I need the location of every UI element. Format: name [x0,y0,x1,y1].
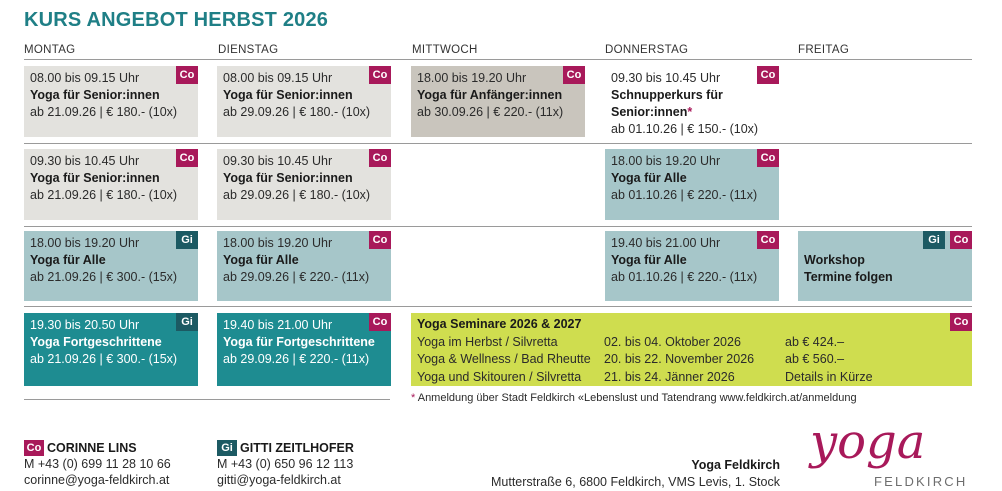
seminar-title: Yoga Seminare 2026 & 2027 [417,317,582,331]
course-info: ab 30.09.26 | € 220.- (11x) [417,105,564,119]
trainer-badge-co: Co [757,231,779,249]
asterisk-mark: * [411,392,416,404]
divider-row1 [24,143,972,144]
course-info: ab 29.09.26 | € 220.- (11x) [223,270,370,284]
course-name-line1: Schnupperkurs für [611,88,723,102]
seminar-date: 21. bis 24. Jänner 2026 [604,369,735,384]
course-time: 08.00 bis 09.15 Uhr [30,71,140,85]
trainer-badge-co: Co [950,231,972,249]
contact-email[interactable]: gitti@yoga-feldkirch.at [217,473,341,487]
course-card-thursday-1[interactable] [605,66,779,137]
course-name: Yoga für Alle [611,253,687,267]
course-info: ab 29.09.26 | € 180.- (10x) [223,105,371,119]
seminar-name: Yoga im Herbst / Silvretta [417,334,558,349]
contact-email[interactable]: corinne@yoga-feldkirch.at [24,473,170,487]
day-header-monday: MONTAG [24,44,76,56]
course-time: 18.00 bis 19.20 Uhr [611,154,721,168]
divider-row2 [24,226,972,227]
seminar-date: 20. bis 22. November 2026 [604,352,755,366]
note-text: Anmeldung über Stadt Feldkirch «Lebenslust und Tatendrang www.feldkirch.at/anmeldung [415,392,857,404]
contact-phone[interactable]: M +43 (0) 650 96 12 113 [217,457,354,471]
seminar-name: Yoga und Skitouren / Silvretta [417,369,582,384]
seminar-row [417,334,966,352]
course-info: ab 01.10.26 | € 150.- (10x) [611,122,759,136]
course-card-wednesday-1[interactable] [411,66,585,137]
trainer-badge-gi: Gi [176,313,198,331]
course-time: 09.30 bis 10.45 Uhr [611,71,721,85]
seminar-name: Yoga & Wellness / Bad Rheutte [417,352,591,366]
workshop-title: Workshop [804,253,865,267]
day-header-wednesday: MITTWOCH [412,44,478,56]
org-address: Mutterstraße 6, 6800 Feldkirch, VMS Levis, 1. Stock [490,475,780,489]
course-name: Yoga für Alle [30,253,106,267]
course-card-thursday-3[interactable] [605,231,779,301]
page-title: KURS ANGEBOT HERBST 2026 [24,9,329,31]
seminar-row [417,351,966,369]
course-time: 19.30 bis 20.50 Uhr [30,318,140,332]
course-name-line2: Senior:innen [611,105,688,119]
contact-phone[interactable]: M +43 (0) 699 11 28 10 66 [24,457,171,471]
trainer-badge-co: Co [24,440,44,456]
course-info: ab 21.09.26 | € 300.- (15x) [30,270,178,284]
contact-name: CORINNE LINS [47,441,137,455]
divider-top [24,59,972,60]
course-name: Yoga Fortgeschrittene [30,335,162,349]
divider-row3 [24,306,972,307]
course-info: ab 29.09.26 | € 220.- (11x) [223,352,370,366]
divider-bottom [24,399,390,400]
trainer-badge-co: Co [369,149,391,167]
day-header-friday: FREITAG [798,44,850,56]
course-time: 18.00 bis 19.20 Uhr [30,236,140,250]
seminar-row [417,369,966,387]
seminar-price: ab € 560.– [785,352,845,366]
course-card-tuesday-1[interactable] [217,66,391,137]
course-name: Yoga für Senior:innen [223,88,353,102]
asterisk-mark: * [687,105,693,119]
org-name: Yoga Feldkirch [691,458,780,472]
workshop-subtitle: Termine folgen [804,270,893,284]
day-header-thursday: DONNERSTAG [605,44,689,56]
course-info: ab 29.09.26 | € 180.- (10x) [223,188,371,202]
day-header-tuesday: DIENSTAG [218,44,279,56]
course-card-monday-4[interactable] [24,313,198,386]
course-card-tuesday-3[interactable] [217,231,391,301]
course-card-tuesday-2[interactable] [217,149,391,220]
course-name: Yoga für Anfänger:innen [417,88,563,102]
trainer-badge-co: Co [176,66,198,84]
trainer-badge-co: Co [757,149,779,167]
course-time: 18.00 bis 19.20 Uhr [417,71,527,85]
trainer-badge-co: Co [369,313,391,331]
seminar-price: Details in Kürze [785,369,873,384]
logo-wordmark: FELDKIRCH [874,474,968,489]
course-time: 19.40 bis 21.00 Uhr [611,236,721,250]
course-info: ab 21.09.26 | € 180.- (10x) [30,105,178,119]
trainer-badge-co: Co [369,231,391,249]
course-info: ab 01.10.26 | € 220.- (11x) [611,188,758,202]
trainer-badge-gi: Gi [176,231,198,249]
yoga-feldkirch-logo [780,400,980,490]
logo-script: yoga [810,414,926,470]
course-info: ab 21.09.26 | € 300.- (15x) [30,352,178,366]
trainer-badge-co: Co [369,66,391,84]
course-name: Yoga für Senior:innen [30,171,160,185]
trainer-badge-gi: Gi [217,440,237,456]
footer-address [491,457,780,491]
contact-corinne [24,440,171,488]
course-name: Yoga für Alle [223,253,299,267]
course-card-thursday-2[interactable] [605,149,779,220]
trainer-badge-co: Co [757,66,779,84]
seminar-block[interactable] [411,313,972,386]
course-name: Yoga für Senior:innen [30,88,160,102]
course-time: 08.00 bis 09.15 Uhr [223,71,333,85]
trainer-badge-co: Co [563,66,585,84]
contact-name: GITTI ZEITLHOFER [240,441,354,455]
course-name: Yoga für Senior:innen [223,171,353,185]
workshop-card-friday[interactable] [798,231,972,301]
course-name: Yoga für Alle [611,171,687,185]
course-card-monday-3[interactable] [24,231,198,301]
course-time: 09.30 bis 10.45 Uhr [30,154,140,168]
course-card-monday-1[interactable] [24,66,198,137]
trainer-badge-co: Co [176,149,198,167]
course-time: 09.30 bis 10.45 Uhr [223,154,333,168]
seminar-date: 02. bis 04. Oktober 2026 [604,334,741,349]
course-time: 18.00 bis 19.20 Uhr [223,236,333,250]
course-info: ab 21.09.26 | € 180.- (10x) [30,188,178,202]
contact-gitti [217,440,354,488]
course-time: 19.40 bis 21.00 Uhr [223,318,333,332]
trainer-badge-gi: Gi [923,231,945,249]
course-card-tuesday-4[interactable] [217,313,391,386]
seminar-price: ab € 424.– [785,334,845,349]
course-info: ab 01.10.26 | € 220.- (11x) [611,270,758,284]
course-card-monday-2[interactable] [24,149,198,220]
trainer-badge-co: Co [950,313,972,331]
course-name: Yoga für Fortgeschrittene [223,335,375,349]
